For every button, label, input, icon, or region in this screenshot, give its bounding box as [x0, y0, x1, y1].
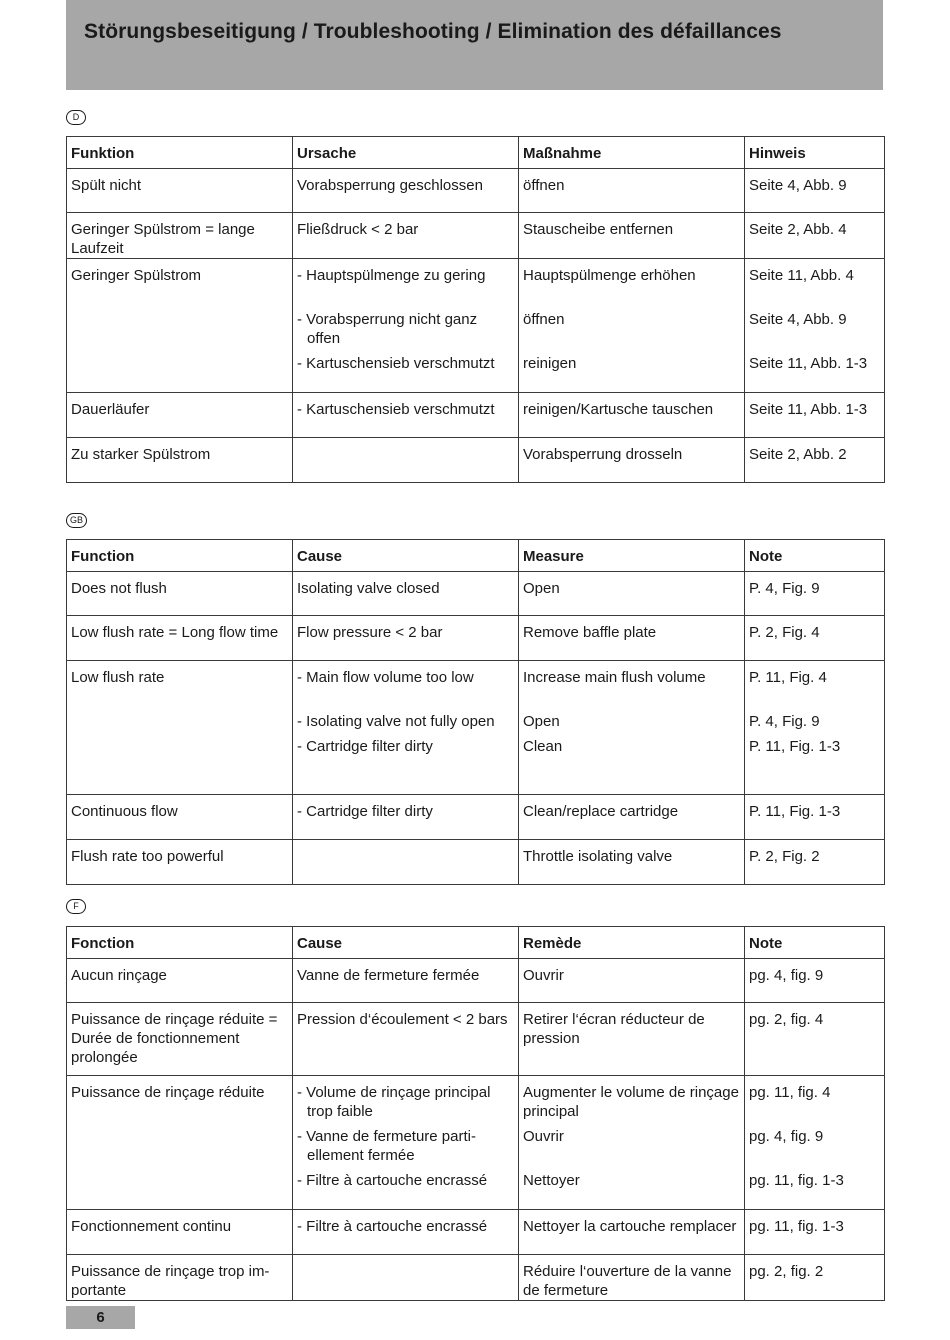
- cell-text: - Filtre à cartouche encrassé: [297, 1172, 488, 1189]
- column-header-measure: Maßnahme: [519, 137, 745, 169]
- cell-text: Vorabsperrung geschlossen: [297, 177, 483, 194]
- column-header-note: Note: [745, 540, 885, 572]
- cell-text: Aucun rinçage: [71, 967, 167, 984]
- cell-text: Remove baffle plate: [523, 624, 657, 641]
- cell-function: [67, 213, 293, 259]
- cell-text: Puissance de rinçage réduite = Durée de fonctionnement prolongée: [71, 1011, 278, 1066]
- cell-text: - Kartuschensieb verschmutzt: [297, 355, 495, 372]
- page-title: Störungsbeseitigung / Troubleshooting / Elimination des défaillances: [84, 20, 782, 43]
- troubleshooting-table-gb: [66, 539, 885, 885]
- cell-text: - Kartuschensieb verschmutzt: [297, 401, 495, 418]
- cell-note: [745, 572, 885, 616]
- cell-text: - Vorabsperrung nicht ganz offen: [297, 311, 478, 347]
- cell-note: [745, 959, 885, 1003]
- cell-text: Seite 4, Abb. 9: [749, 177, 847, 194]
- cell-text: - Main flow volume too low: [297, 669, 474, 686]
- cell-note: [745, 259, 885, 393]
- cell-text: Ouvrir: [523, 1128, 564, 1145]
- cell-text: Flush rate too powerful: [71, 848, 224, 865]
- language-badge-gb: GB: [66, 513, 87, 528]
- cell-text: Fließdruck < 2 bar: [297, 221, 419, 238]
- column-header-cause: Ursache: [293, 137, 519, 169]
- cell-text: Geringer Spülstrom: [71, 267, 202, 284]
- cell-note: [745, 840, 885, 885]
- table-row: [67, 213, 885, 259]
- column-header-function: Funktion: [67, 137, 293, 169]
- cell-measure: [519, 169, 745, 213]
- cell-measure: [519, 795, 745, 840]
- cell-function: [67, 1255, 293, 1301]
- cell-text: Hauptspülmenge erhöhen: [523, 267, 696, 284]
- table-row: [67, 259, 885, 393]
- cell-text: pg. 2, fig. 2: [749, 1263, 824, 1280]
- cell-cause: [293, 795, 519, 840]
- cell-text: P. 11, Fig. 1-3: [749, 803, 841, 820]
- cell-text: Dauerläufer: [71, 401, 150, 418]
- column-header-cause: Cause: [293, 927, 519, 959]
- cell-cause: [293, 1003, 519, 1076]
- cell-cause: [293, 213, 519, 259]
- cell-cause: [293, 661, 519, 795]
- column-header-measure: Measure: [519, 540, 745, 572]
- cell-function: [67, 795, 293, 840]
- cell-measure: [519, 1255, 745, 1301]
- cell-text: Seite 11, Abb. 1-3: [749, 401, 868, 418]
- cell-measure: [519, 840, 745, 885]
- cell-cause: [293, 840, 519, 885]
- cell-text: Low flush rate: [71, 669, 165, 686]
- language-badge-de: D: [66, 110, 86, 125]
- cell-text: P. 2, Fig. 2: [749, 848, 820, 865]
- cell-text: Geringer Spülstrom = lange Laufzeit: [71, 221, 255, 257]
- cell-cause: [293, 1255, 519, 1301]
- column-header-measure: Remède: [519, 927, 745, 959]
- cell-cause: [293, 393, 519, 438]
- cell-text: pg. 4, fig. 9: [749, 967, 824, 984]
- table-row: [67, 438, 885, 483]
- column-header-function: Fonction: [67, 927, 293, 959]
- cell-measure: [519, 1076, 745, 1210]
- table-row: [67, 661, 885, 795]
- cell-text: Does not flush: [71, 580, 167, 597]
- column-header-note: Hinweis: [745, 137, 885, 169]
- cell-measure: [519, 616, 745, 661]
- cell-text: Zu starker Spülstrom: [71, 446, 211, 463]
- cell-note: [745, 169, 885, 213]
- cell-text: - Cartridge filter dirty: [297, 738, 433, 755]
- cell-note: [745, 438, 885, 483]
- table-row: [67, 959, 885, 1003]
- table-row: [67, 840, 885, 885]
- cell-text: P. 2, Fig. 4: [749, 624, 820, 641]
- table-row: [67, 1076, 885, 1210]
- cell-text: - Isolating valve not fully open: [297, 713, 495, 730]
- cell-text: reinigen: [523, 355, 577, 372]
- cell-text: pg. 11, fig. 1-3: [749, 1218, 844, 1235]
- cell-function: [67, 1003, 293, 1076]
- cell-cause: [293, 438, 519, 483]
- cell-text: Retirer l‘écran réducteur de pression: [523, 1011, 705, 1047]
- cell-text: Augmenter le volume de rinçage principal: [523, 1084, 739, 1120]
- cell-text: Open: [523, 580, 560, 597]
- cell-function: [67, 661, 293, 795]
- cell-cause: [293, 959, 519, 1003]
- cell-cause: [293, 1076, 519, 1210]
- cell-function: [67, 1210, 293, 1255]
- table-row: [67, 795, 885, 840]
- cell-text: P. 4, Fig. 9: [749, 580, 820, 597]
- cell-text: Ouvrir: [523, 967, 564, 984]
- cell-measure: [519, 1210, 745, 1255]
- table-header-row: [67, 137, 885, 169]
- cell-function: [67, 1076, 293, 1210]
- cell-function: [67, 959, 293, 1003]
- cell-measure: [519, 259, 745, 393]
- language-badge-fr: F: [66, 899, 86, 914]
- cell-note: [745, 1003, 885, 1076]
- cell-measure: [519, 1003, 745, 1076]
- cell-cause: [293, 1210, 519, 1255]
- table-row: [67, 169, 885, 213]
- cell-text: Seite 11, Abb. 4: [749, 267, 854, 284]
- table-row: [67, 1255, 885, 1301]
- cell-text: reinigen/Kartusche tauschen: [523, 401, 714, 418]
- cell-text: Seite 4, Abb. 9: [749, 311, 847, 328]
- cell-text: Puissance de rinçage réduite: [71, 1084, 265, 1101]
- cell-text: - Hauptspülmenge zu gering: [297, 267, 486, 284]
- page-number: 6: [66, 1306, 135, 1329]
- cell-function: [67, 169, 293, 213]
- cell-function: [67, 259, 293, 393]
- cell-cause: [293, 169, 519, 213]
- cell-text: - Filtre à cartouche encrassé: [297, 1218, 488, 1235]
- cell-function: [67, 840, 293, 885]
- cell-text: pg. 4, fig. 9: [749, 1128, 824, 1145]
- cell-text: - Cartridge filter dirty: [297, 803, 433, 820]
- table-header-row: [67, 927, 885, 959]
- troubleshooting-table-de: [66, 136, 885, 483]
- column-header-note: Note: [745, 927, 885, 959]
- cell-function: [67, 393, 293, 438]
- cell-note: [745, 1255, 885, 1301]
- cell-text: Nettoyer la cartouche remplacer: [523, 1218, 737, 1235]
- cell-text: Stauscheibe entfernen: [523, 221, 674, 238]
- cell-text: Isolating valve closed: [297, 580, 440, 597]
- cell-text: Clean/replace cartridge: [523, 803, 679, 820]
- cell-text: Spült nicht: [71, 177, 142, 194]
- cell-text: öffnen: [523, 177, 565, 194]
- cell-note: [745, 1076, 885, 1210]
- cell-text: Open: [523, 713, 560, 730]
- cell-cause: [293, 259, 519, 393]
- cell-text: pg. 11, fig. 4: [749, 1084, 831, 1101]
- cell-note: [745, 1210, 885, 1255]
- cell-text: Flow pressure < 2 bar: [297, 624, 443, 641]
- cell-note: [745, 616, 885, 661]
- cell-note: [745, 795, 885, 840]
- cell-note: [745, 213, 885, 259]
- cell-text: öffnen: [523, 311, 565, 328]
- cell-text: Seite 11, Abb. 1-3: [749, 355, 868, 372]
- cell-text: pg. 2, fig. 4: [749, 1011, 824, 1028]
- cell-text: Continuous flow: [71, 803, 178, 820]
- table-row: [67, 1210, 885, 1255]
- cell-text: Vanne de fermeture fermée: [297, 967, 480, 984]
- cell-cause: [293, 572, 519, 616]
- cell-text: - Volume de rinçage principal trop faible: [297, 1084, 491, 1120]
- cell-text: Clean: [523, 738, 563, 755]
- cell-function: [67, 572, 293, 616]
- table-row: [67, 572, 885, 616]
- cell-text: Fonctionnement continu: [71, 1218, 232, 1235]
- cell-cause: [293, 616, 519, 661]
- cell-measure: [519, 393, 745, 438]
- cell-measure: [519, 959, 745, 1003]
- cell-note: [745, 661, 885, 795]
- column-header-cause: Cause: [293, 540, 519, 572]
- page-header-bar: [66, 0, 883, 90]
- cell-note: [745, 393, 885, 438]
- cell-text: - Vanne de fermeture parti-ellement fermée: [297, 1128, 476, 1164]
- cell-measure: [519, 661, 745, 795]
- cell-text: Vorabsperrung drosseln: [523, 446, 683, 463]
- table-row: [67, 393, 885, 438]
- cell-text: Pression d‘écoulement < 2 bars: [297, 1011, 508, 1028]
- cell-text: P. 11, Fig. 1-3: [749, 738, 841, 755]
- cell-text: P. 4, Fig. 9: [749, 713, 820, 730]
- table-row: [67, 616, 885, 661]
- cell-measure: [519, 572, 745, 616]
- cell-text: Seite 2, Abb. 2: [749, 446, 847, 463]
- column-header-function: Function: [67, 540, 293, 572]
- cell-text: Nettoyer: [523, 1172, 580, 1189]
- cell-text: Increase main flush volume: [523, 669, 706, 686]
- cell-text: Throttle isolating valve: [523, 848, 673, 865]
- cell-text: Seite 2, Abb. 4: [749, 221, 847, 238]
- cell-measure: [519, 438, 745, 483]
- cell-text: Réduire l‘ouverture de la vanne de fermeture: [523, 1263, 732, 1299]
- cell-text: Puissance de rinçage trop im-portante: [71, 1263, 270, 1299]
- cell-measure: [519, 213, 745, 259]
- cell-text: pg. 11, fig. 1-3: [749, 1172, 844, 1189]
- cell-function: [67, 438, 293, 483]
- cell-text: P. 11, Fig. 4: [749, 669, 827, 686]
- table-row: [67, 1003, 885, 1076]
- cell-function: [67, 616, 293, 661]
- cell-text: Low flush rate = Long flow time: [71, 624, 279, 641]
- troubleshooting-table-fr: [66, 926, 885, 1301]
- table-header-row: [67, 540, 885, 572]
